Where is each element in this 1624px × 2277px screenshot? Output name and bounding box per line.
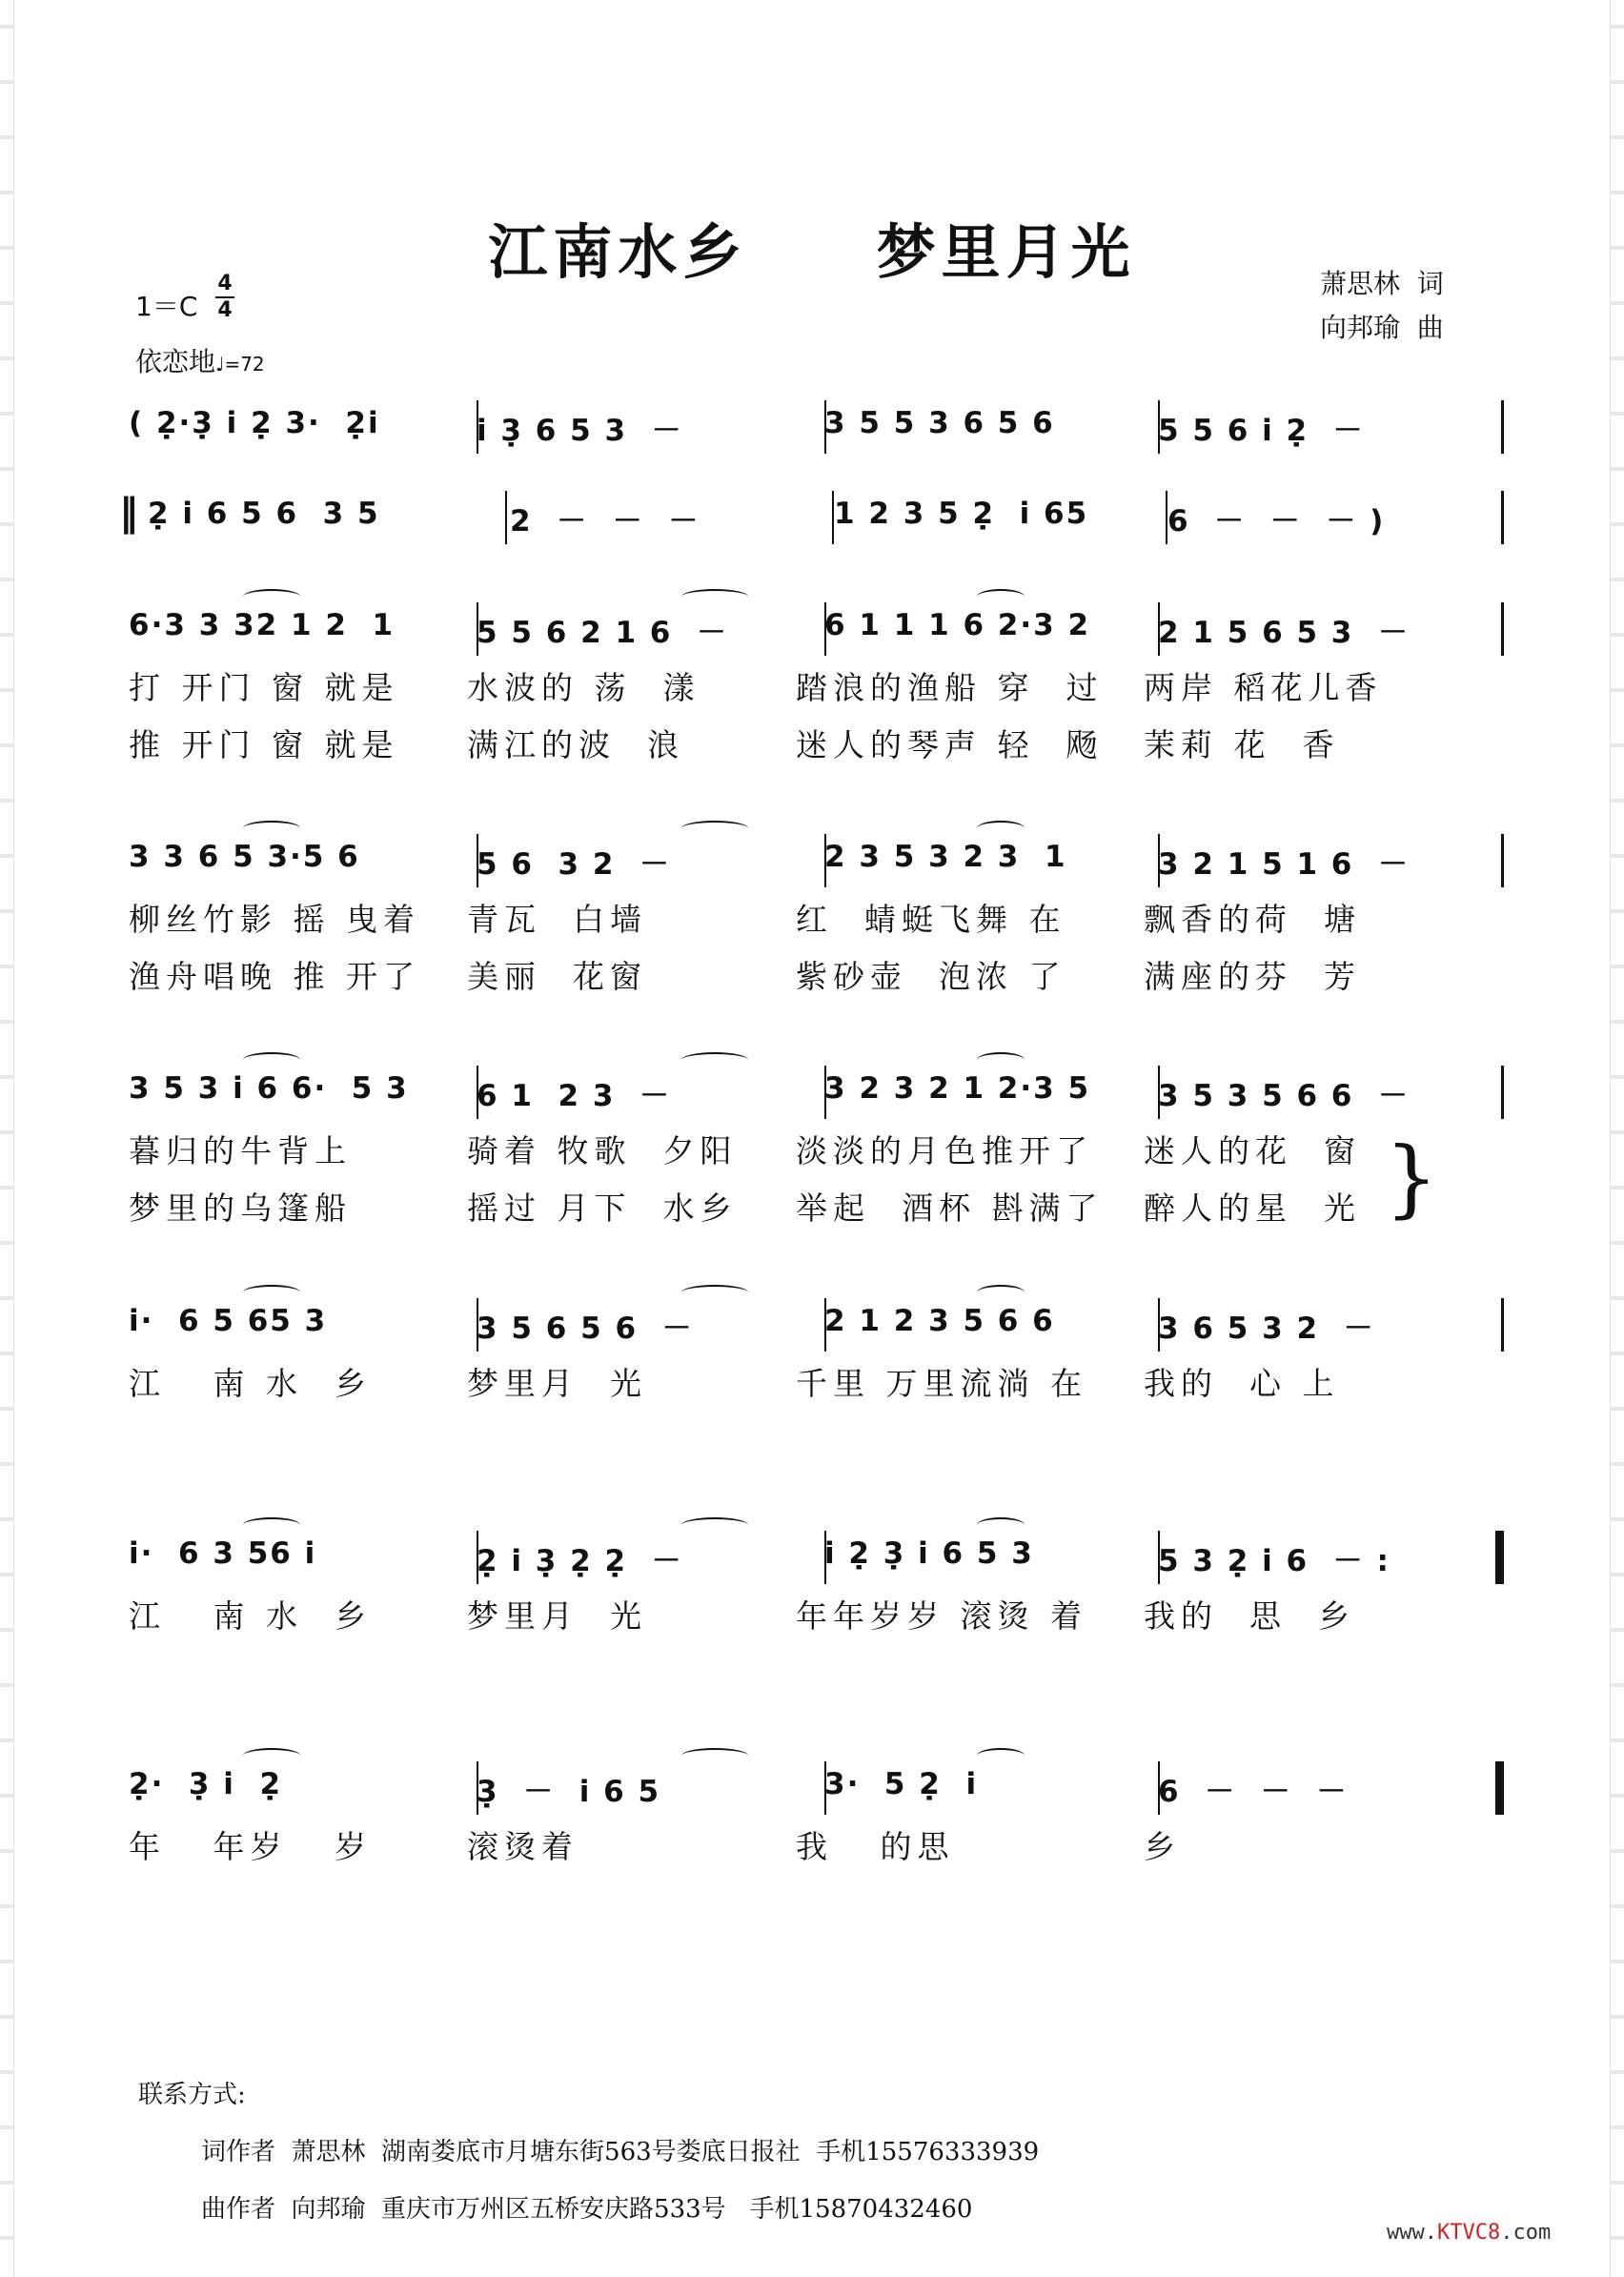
score-system [129, 1531, 1501, 1641]
slur-mark [977, 821, 1025, 836]
barline [1501, 1298, 1504, 1352]
measure-notes: 2 － － － [510, 504, 700, 539]
lyric-segment: 梦里月 光 [467, 1365, 647, 1402]
notation-line [129, 400, 1501, 454]
slur-mark [977, 1052, 1025, 1067]
measure-notes: 6 － － － [1158, 1775, 1349, 1809]
measure-notes: 2 1 2 3 5 6 6 [824, 1304, 1055, 1338]
slur-mark [681, 1285, 748, 1300]
time-signature-top: 4 [217, 272, 233, 295]
measure-notes: 1 2 3 5 2̣ i 65 [834, 497, 1089, 531]
measure-notes: 2̣ i 6 5 6 3 5 [148, 497, 380, 531]
lyric-segment: 美丽 花窗 [467, 958, 647, 995]
slur-mark [243, 821, 300, 836]
measure-notes: i 3̣ 6 5 3 － [477, 414, 683, 448]
lyric-segment: 满座的芬 芳 [1144, 958, 1361, 995]
measure-notes: 5 5 6 i 2̣ － [1158, 414, 1365, 448]
notation-line [129, 834, 1501, 887]
measure-notes: 6 1 2 3 － [477, 1079, 672, 1113]
time-signature [215, 272, 234, 323]
measure-notes: 3 6 5 3 2 － [1158, 1311, 1375, 1346]
measure-notes: 2̣ i 3̣ 2̣ 2̣ － [477, 1544, 683, 1578]
score-system [129, 1066, 1501, 1233]
measure-notes: 5 3 2̣ i 6 － : [1158, 1544, 1391, 1578]
measure-notes: 2 3 5 3 2 3 1 [824, 840, 1067, 874]
lyric-segment: 醉人的星 光 [1144, 1189, 1361, 1227]
barline [1501, 491, 1504, 544]
lyric-segment: 踏浪的渔船 穿 过 [796, 669, 1104, 706]
lyric-segment: 推 开门 窗 就是 [129, 726, 399, 763]
score-system [119, 491, 1501, 544]
lyric-segment: 紫砂壶 泡浓 了 [796, 958, 1066, 995]
right-margin-strip [1610, 0, 1624, 2277]
measure-notes: 5 6 3 2 － [477, 847, 672, 882]
lyric-segment: 摇过 月下 水乡 [467, 1189, 738, 1227]
measure-notes: 3 2 3 2 1 2·3 5 [824, 1071, 1091, 1106]
measure-notes: ( 2̣·3̣ i 2̣ 3· 2̣i [129, 406, 380, 440]
watermark-suffix: .com [1500, 2221, 1552, 2245]
notation-line [129, 1066, 1501, 1119]
key-signature: 1＝C [135, 291, 198, 322]
lyric-segment: 滚烫着 [467, 1828, 579, 1865]
lyric-segment: 我的 思 乡 [1144, 1597, 1355, 1635]
repeat-start-sign: ‖ [119, 491, 140, 535]
composer-contact: 曲作者 向邦瑜 重庆市万州区五桥安庆路533号 手机15870432460 [201, 2195, 973, 2224]
lyricist-contact: 词作者 萧思林 湖南娄底市月塘东街563号娄底日报社 手机15576333939 [201, 2138, 1040, 2166]
watermark-brand: KTVC8 [1436, 2221, 1501, 2245]
lyric-segment: 年 年岁 岁 [129, 1828, 372, 1865]
slur-mark [243, 1517, 300, 1533]
measure-notes: 6·3 3 32 1 2 1 [129, 608, 396, 642]
lyric-segment: 飘香的荷 塘 [1144, 901, 1361, 938]
lyric-segment: 茉莉 花 香 [1144, 726, 1340, 763]
score-system [129, 1298, 1501, 1409]
watermark-prefix: www. [1387, 2221, 1437, 2245]
left-margin-strip [0, 0, 14, 2277]
slur-mark [977, 589, 1025, 604]
lyric-segment: 千里 万里流淌 在 [796, 1365, 1087, 1402]
notation-line [119, 491, 1501, 544]
notation-line [129, 1761, 1501, 1815]
score-system [129, 602, 1501, 770]
verse-brace: } [1385, 1128, 1438, 1227]
slur-mark [243, 589, 300, 604]
measure-notes: 2̣· 3̣ i 2̣ [129, 1767, 283, 1801]
lyric-segment: 我 的思 [796, 1828, 955, 1865]
barline [1501, 400, 1504, 454]
barline [1501, 602, 1504, 656]
lyric-line [129, 887, 1501, 945]
watermark [1387, 2221, 1551, 2245]
slur-mark [977, 1517, 1025, 1533]
lyric-segment: 江 南 水 乡 [129, 1597, 372, 1635]
repeat-end-barline [1495, 1531, 1501, 1584]
measure-notes: 3 3 6 5 3·5 6 [129, 840, 360, 874]
measure-notes: 5 5 6 2 1 6 － [477, 616, 728, 650]
measure-notes: 3· 5 2̣ i [824, 1767, 979, 1801]
tempo-bpm: ♩=72 [215, 353, 265, 376]
notation-line [129, 602, 1501, 656]
lyric-segment: 红 蜻蜓飞舞 在 [796, 901, 1066, 938]
lyric-segment: 柳丝竹影 摇 曳着 [129, 901, 420, 938]
slur-mark [243, 1052, 300, 1067]
final-barline [1495, 1761, 1501, 1815]
lyric-segment: 梦里月 光 [467, 1597, 647, 1635]
measure-notes: 3 5 5 3 6 5 6 [824, 406, 1055, 440]
measure-notes: i· 6 3 56 i [129, 1536, 317, 1571]
barline [1501, 1761, 1504, 1815]
tempo-expression: 依恋地 [135, 346, 216, 377]
lyric-line [129, 1815, 1501, 1872]
measure-notes: 6 － － － ) [1167, 504, 1386, 539]
lyric-line [129, 1584, 1501, 1641]
measure-notes: 3 5 6 5 6 － [477, 1311, 694, 1346]
barline [505, 491, 507, 544]
slur-mark [681, 589, 748, 604]
measure-notes: 3 2 1 5 1 6 － [1158, 847, 1410, 882]
measure-notes: i· 6 5 65 3 [129, 1304, 328, 1338]
lyric-segment: 梦里的乌篷船 [129, 1189, 352, 1227]
lyric-segment: 打 开门 窗 就是 [129, 669, 399, 706]
lyric-segment: 渔舟唱晚 推 开了 [129, 958, 420, 995]
lyric-segment: 水波的 荡 漾 [467, 669, 700, 706]
lyric-segment: 江 南 水 乡 [129, 1365, 372, 1402]
lyric-segment: 年年岁岁 滚烫 着 [796, 1597, 1087, 1635]
measure-notes: i 2̣ 3̣ i 6 5 3 [824, 1536, 1034, 1571]
slur-mark [977, 1285, 1025, 1300]
measure-notes: 2 1 5 6 5 3 － [1158, 616, 1410, 650]
slur-mark [977, 1748, 1025, 1763]
lyric-line [129, 1119, 1501, 1176]
page-title: 江南水乡 梦里月光 [488, 217, 1136, 287]
barline [1501, 1066, 1504, 1119]
lyric-line [129, 713, 1501, 770]
lyric-segment: 暮归的牛背上 [129, 1132, 352, 1169]
contact-info [138, 2066, 1039, 2238]
lyric-segment: 满江的波 浪 [467, 726, 684, 763]
lyric-line [129, 1352, 1501, 1409]
lyric-segment: 迷人的花 窗 [1144, 1132, 1361, 1169]
lyric-line [129, 945, 1501, 1002]
time-signature-bottom: 4 [217, 298, 233, 322]
score-system [129, 400, 1501, 454]
slur-mark [243, 1285, 300, 1300]
measure-notes: 3 5 3 5 6 6 － [1158, 1079, 1410, 1113]
score-system [129, 1761, 1501, 1872]
tempo-marking [135, 341, 265, 379]
lyric-line [129, 656, 1501, 713]
lyric-segment: 乡 [1144, 1828, 1181, 1865]
measure-notes: 3̣ － i 6 5 [477, 1775, 661, 1809]
score-system [129, 834, 1501, 1002]
lyric-segment: 迷人的琴声 轻 飏 [796, 726, 1104, 763]
contact-heading: 联系方式: [138, 2081, 246, 2109]
notation-line [129, 1531, 1501, 1584]
lyric-segment: 两岸 稻花儿香 [1144, 669, 1383, 706]
lyric-segment: 骑着 牧歌 夕阳 [467, 1132, 738, 1169]
slur-mark [681, 1517, 748, 1533]
credits [1320, 262, 1444, 350]
composer-credit: 向邦瑜 曲 [1320, 312, 1444, 343]
barline [1501, 1531, 1504, 1584]
lyric-segment: 举起 酒杯 斟满了 [796, 1189, 1104, 1227]
measure-notes: 6 1 1 1 6 2·3 2 [824, 608, 1091, 642]
barline [1501, 834, 1504, 887]
lyric-line [129, 1176, 1501, 1233]
notation-line [129, 1298, 1501, 1352]
measure-notes: 3 5 3 i 6 6· 5 3 [129, 1071, 409, 1106]
lyricist-credit: 萧思林 词 [1320, 268, 1444, 299]
slur-mark [681, 821, 748, 836]
lyric-segment: 青瓦 白墙 [467, 901, 647, 938]
slur-mark [681, 1748, 748, 1763]
lyric-segment: 我的 心 上 [1144, 1365, 1340, 1402]
slur-mark [681, 1052, 748, 1067]
lyric-segment: 淡淡的月色推开了 [796, 1132, 1093, 1169]
slur-mark [243, 1748, 300, 1763]
